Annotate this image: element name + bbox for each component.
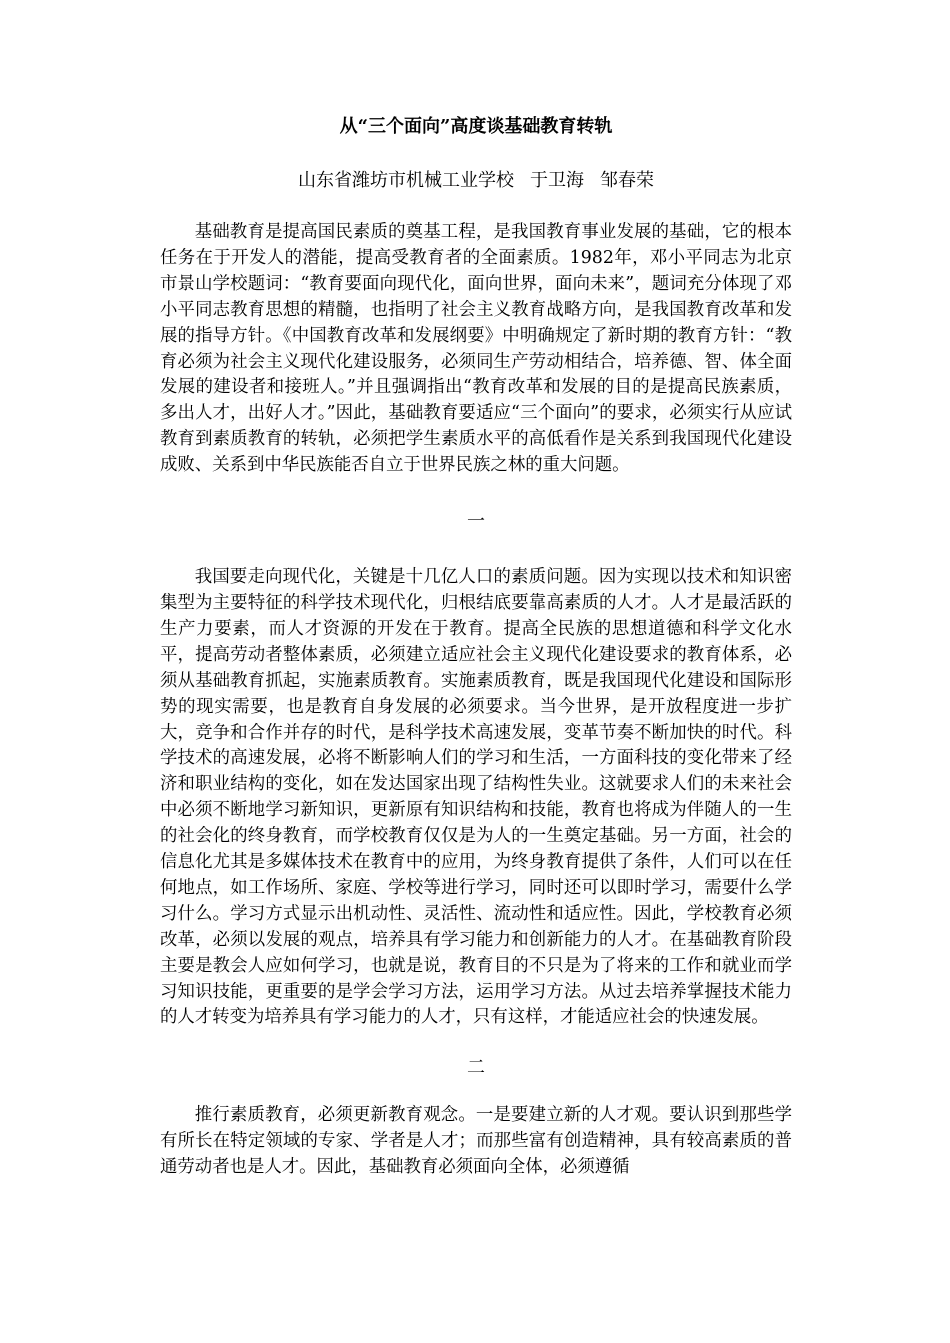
author-school: 山东省潍坊市机械工业学校 xyxy=(298,170,514,191)
body-paragraph: 基础教育是提高国民素质的奠基工程，是我国教育事业发展的基础，它的根本任务在于开发人的潜能，提高受教育者的全面素质。1982年，邓小平同志为北京市景山学校题词：“教育要面向现代化，面向世界，面向未来”，题词充分体现了邓小平同志教育思想的精髓，也指明了社会主义教育战略方向，是我国教育改革和发展的指导方针。《中国教育改革和发展纲要》中明确规定了新时期的教育方针：“教育必须为社会主义现代化建设服务，必须同生产劳动相结合，培养德、智、体全面发展的建设者和接班人。”并且强调指出“教育改革和发展的目的是提高民族素质，多出人才，出好人才。”因此，基础教育要适应“三个面向”的要求，必须实行从应试教育到素质教育的转轨，必须把学生素质水平的高低看作是关系到我国现代化建设成败、关系到中华民族能否自立于世界民族之林的重大问题。 xyxy=(160,222,792,476)
author-name: 邹春荣 xyxy=(600,170,654,191)
section-heading: 二 xyxy=(467,1057,485,1079)
author-line xyxy=(160,166,792,196)
document-title: 从“三个面向”高度谈基础教育转轨 xyxy=(339,116,613,137)
body-paragraph: 我国要走向现代化，关键是十几亿人口的素质问题。因为实现以技术和知识密集型为主要特征的科学技术现代化，归根结底要靠高素质的人才。人才是最活跃的生产力要素，而人才资源的开发在于教育。提高全民族的思想道德和科学文化水平，提高劳动者整体素质，必须建立适应社会主义现代化建设要求的教育体系，必须从基础教育抓起，实施素质教育。实施素质教育，既是我国现代化建设和国际形势的现实需要，也是教育自身发展的必须要求。当今世界，是开放程度进一步扩大，竞争和合作并存的时代，是科学技术高速发展，变革节奏不断加快的时代。科学技术的高速发展，必将不断影响人们的学习和生活，一方面科技的变化带来了经济和职业结构的变化，如在发达国家出现了结构性失业。这就要求人们的未来社会中必须不断地学习新知识，更新原有知识结构和技能，教育也将成为伴随人的一生的社会化的终身教育，而学校教育仅仅是为人的一生奠定基础。另一方面，社会的信息化尤其是多媒体技术在教育中的应用，为终身教育提供了条件，人们可以在任何地点，如工作场所、家庭、学校等进行学习，同时还可以即时学习，需要什么学习什么。学习方式显示出机动性、灵活性、流动性和适应性。因此，学校教育必须改革，必须以发展的观点，培养具有学习能力和创新能力的人才。在基础教育阶段主要是教会人应如何学习，也就是说，教育目的不只是为了将来的工作和就业而学习知识技能，更重要的是学会学习方法，运用学习方法。从过去培养掌握技术能力的人才转变为培养具有学习能力的人才，只有这样，才能适应社会的快速发展。 xyxy=(160,567,792,1028)
document-page xyxy=(160,112,792,1181)
section-heading: 一 xyxy=(467,511,485,533)
body-paragraph: 推行素质教育，必须更新教育观念。一是要建立新的人才观。要认识到那些学有所长在特定领域的专家、学者是人才；而那些富有创造精神，具有较高素质的普通劳动者也是人才。因此，基础教育必须面向全体，必须遵循 xyxy=(160,1105,792,1178)
author-name: 于卫海 xyxy=(530,170,584,191)
